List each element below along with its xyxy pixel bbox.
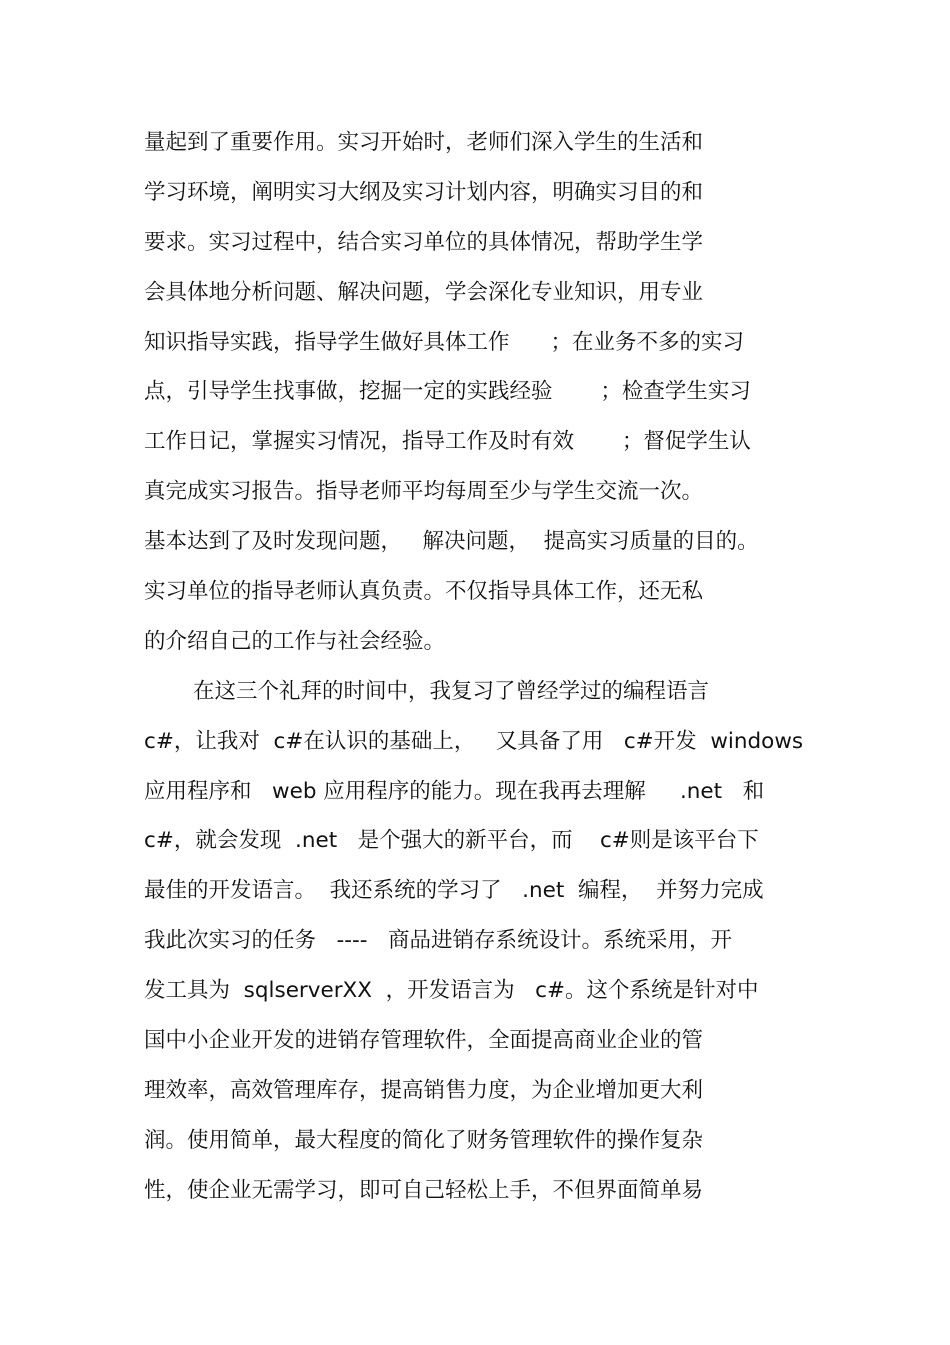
text-line: c#，就会发现 .net 是个强大的新平台，而 c#则是该平台下 (144, 828, 759, 854)
text-line: 国中小企业开发的进销存管理软件，全面提高商业企业的管 (144, 1028, 704, 1054)
text-line: 真完成实习报告。指导老师平均每周至少与学生交流一次。 (144, 479, 704, 505)
text-line: 我此次实习的任务 ---- 商品进销存系统设计。系统采用，开 (144, 928, 733, 954)
text-line: 会具体地分析问题、解决问题，学会深化专业知识，用专业 (144, 279, 704, 305)
text-line: 理效率，高效管理库存，提高销售力度，为企业增加更大利 (144, 1077, 704, 1103)
text-line: 实习单位的指导老师认真负责。不仅指导具体工作，还无私 (144, 579, 704, 605)
text-line: 最佳的开发语言。 我还系统的学习了 .net 编程， 并努力完成 (144, 878, 764, 904)
text-line: 的介绍自己的工作与社会经验。 (144, 628, 446, 654)
text-line: 点，引导学生找事做，挖掘一定的实践经验 ；检查学生实习 (144, 379, 751, 405)
text-line: 学习环境，阐明实习大纲及实习计划内容，明确实习目的和 (144, 179, 704, 205)
text-line: 知识指导实践，指导学生做好具体工作 ；在业务不多的实习 (144, 329, 745, 355)
text-line: 要求。实习过程中，结合实习单位的具体情况，帮助学生学 (144, 229, 704, 255)
text-line: 发工具为 sqlserverXX ，开发语言为 c#。这个系统是针对中 (144, 978, 759, 1004)
body-text (144, 118, 824, 1216)
text-line: 基本达到了及时发现问题， 解决问题， 提高实习质量的目的。 (144, 529, 759, 555)
text-line: 量起到了重要作用。实习开始时，老师们深入学生的生活和 (144, 130, 704, 155)
text-line: 润。使用简单，最大程度的简化了财务管理软件的操作复杂 (144, 1127, 704, 1153)
paragraph-first-line: 在这三个礼拜的时间中，我复习了曾经学过的编程语言 (193, 678, 710, 704)
text-line: c#，让我对 c#在认识的基础上， 又具备了用 c#开发 windows (144, 728, 804, 754)
text-line: 应用程序和 web 应用程序的能力。现在我再去理解 .net 和 (144, 778, 765, 804)
text-line: 性，使企业无需学习，即可自己轻松上手，不但界面简单易 (144, 1177, 704, 1203)
text-line: 工作日记，掌握实习情况，指导工作及时有效 ；督促学生认 (144, 429, 751, 455)
